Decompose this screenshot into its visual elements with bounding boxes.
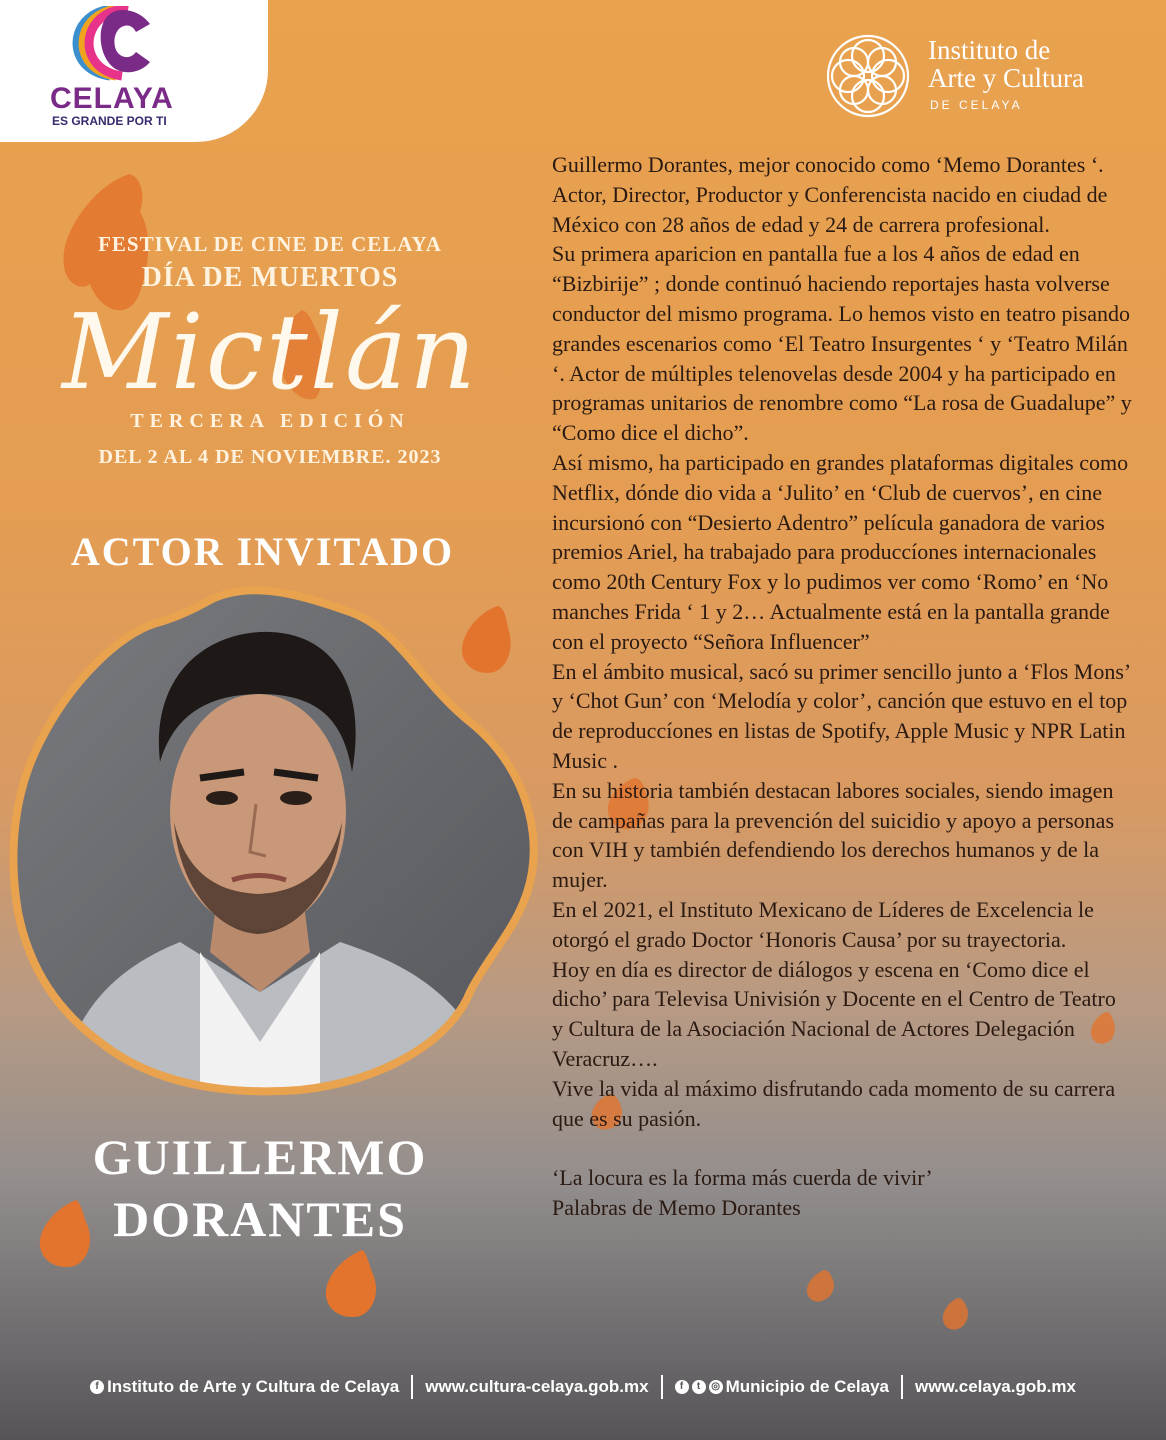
bio-paragraph: En el 2021, el Instituto Mexicano de Líderes de Excelencia le otorgó el grado Doctor ‘Honoris Causa’ por su trayectoria. xyxy=(552,896,1094,952)
cempasuchil-petal-icon xyxy=(940,1296,970,1332)
actor-portrait xyxy=(0,572,545,1097)
footer-website-link[interactable]: www.celaya.gob.mx xyxy=(915,1377,1076,1396)
instagram-icon: ◎ xyxy=(709,1380,723,1394)
actor-first-name: GUILLERMO xyxy=(92,1129,428,1185)
footer-municipio-link[interactable]: Municipio de Celaya xyxy=(725,1377,889,1396)
festival-name: FESTIVAL DE CINE DE CELAYA xyxy=(98,232,442,256)
bio-paragraph: Guillermo Dorantes, mejor conocido como ‘Memo Dorantes ‘. Actor, Director, Productor y Conferencista nacido en ciudad de México con 28 años de edad y 24 de carrera profesional. xyxy=(552,152,1108,237)
institute-title-line2: Arte y Cultura xyxy=(928,63,1084,93)
institute-title-line1: Instituto de xyxy=(928,35,1051,65)
bio-paragraph: En su historia también destacan labores sociales, siendo imagen de campañas para la prevención del suicidio y apoyo a personas con VIH y también defendiendo los derechos humanos y de la mujer. xyxy=(552,777,1115,893)
festival-edition: TERCERA EDICIÓN xyxy=(130,410,410,432)
footer-divider xyxy=(411,1375,413,1399)
facebook-icon: f xyxy=(90,1380,104,1394)
footer-divider xyxy=(901,1375,903,1399)
footer-divider xyxy=(661,1375,663,1399)
institute-subtitle: DE CELAYA xyxy=(930,98,1023,112)
cempasuchil-petal-icon xyxy=(322,1248,380,1322)
celaya-tagline: ES GRANDE POR TI xyxy=(52,114,167,128)
festival-dates: DEL 2 AL 4 DE NOVIEMBRE. 2023 xyxy=(98,446,442,468)
bio-quote: ‘La locura es la forma más cuerda de vivir’ xyxy=(552,1165,933,1191)
celaya-wordmark: CELAYA xyxy=(50,82,174,115)
celaya-logo-card xyxy=(0,0,268,142)
guest-label: ACTOR INVITADO xyxy=(70,529,455,574)
bio-paragraph: Su primera aparicion en pantalla fue a los 4 años de edad en “Bizbirije” ; donde continuó haciendo reportajes hasta volverse conductor del mismo programa. Lo hemos visto en teatro pisando grandes escenarios como ‘El Teatro Insurgentes ‘ y ‘Teatro Milán ‘. Actor de múltiples telenovelas desde 2004 y ha participado en programas unitarios de renombre como “La rosa de Guadalupe” y “Como dice el dicho”. xyxy=(552,241,1132,446)
bio-paragraph: Así mismo, ha participado en grandes plataformas digitales como Netflix, dónde dio vida a ‘Julito’ en ‘Club de cuervos’, en cine incursionó con “Desierto Adentro” película ganadora de varios premios Ariel, ha trabajado para produccíones internacionales como 20th Century Fox y lo pudimos ver como ‘Romo’ en ‘No manches Frida ‘ 1 y 2… Actualmente está en la pantalla grande con el proyecto “Señora Influencer” xyxy=(552,449,1129,654)
bio-paragraph: Vive la vida al máximo disfrutando cada momento de su carrera que es su pasión. xyxy=(552,1075,1116,1131)
footer-facebook-link[interactable]: Instituto de Arte y Cultura de Celaya xyxy=(107,1377,400,1396)
institute-title xyxy=(928,36,1084,92)
actor-name xyxy=(40,1126,480,1250)
twitter-icon: t xyxy=(692,1380,706,1394)
cempasuchil-petal-icon xyxy=(804,1268,836,1304)
festival-title: Mictlán xyxy=(61,291,479,413)
actor-biography xyxy=(552,150,1132,1223)
bio-paragraph: En el ámbito musical, sacó su primer sencillo junto a ‘Flos Mons’ y ‘Chot Gun’ con ‘Melodía y color’, canción que estuvo en el top de reproduccíones en listas de Spotify, Apple Music y NPR Latin Music . xyxy=(552,658,1130,773)
footer-website-link[interactable]: www.cultura-celaya.gob.mx xyxy=(425,1377,649,1396)
facebook-icon: f xyxy=(675,1380,689,1394)
bio-quote-attribution: Palabras de Memo Dorantes xyxy=(552,1194,801,1220)
bio-paragraph: Hoy en día es director de diálogos y escena en ‘Como dice el dicho’ para Televisa Univisión y Docente en el Centro de Teatro y Cultura de la Asociación Nacional de Actores Delegación Veracruz…. xyxy=(552,956,1116,1071)
celaya-c-logo-icon xyxy=(70,6,156,84)
institute-knot-logo-icon xyxy=(824,32,912,120)
footer-bar xyxy=(0,1372,1166,1402)
actor-last-name: DORANTES xyxy=(113,1191,407,1247)
festival-subtitle: DÍA DE MUERTOS xyxy=(141,262,399,293)
